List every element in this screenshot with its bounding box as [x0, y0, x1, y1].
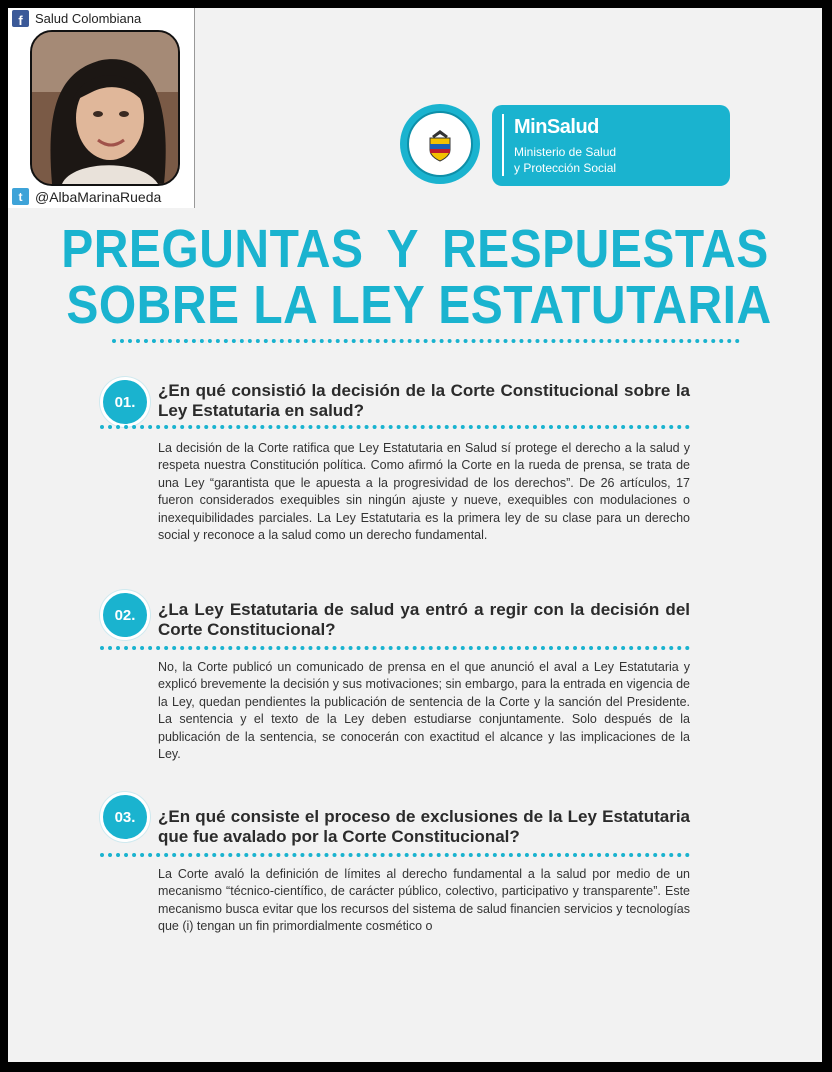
facebook-label: Salud Colombiana — [35, 11, 142, 26]
answer-paragraph: La Corte avaló la definición de límites al derecho fundamental a la salud por medio de un mecanismo “técnico-científico, de carácter público, colectivo, participativo y transparente”. Este mecanismo busca evitar que los recursos del sistema de salud financien servicios y tecnologías que (i) tengan un fin primordialmente cosmético o — [158, 867, 690, 934]
social-card — [8, 8, 195, 208]
facebook-icon: f — [12, 10, 29, 27]
twitter-handle: @AlbaMarinaRueda — [35, 188, 162, 205]
colombia-seal-logo — [400, 104, 480, 184]
avatar — [30, 30, 180, 186]
page-title-line-1: PREGUNTAS Y RESPUESTAS — [61, 219, 769, 280]
coat-of-arms-icon — [407, 111, 473, 177]
question-divider — [100, 853, 690, 857]
question-heading: ¿En qué consiste el proceso de exclusiones de la Ley Estatutaria que fue avalado por la Corte Constitucional? — [158, 807, 690, 846]
question-heading: ¿En qué consistió la decisión de la Corte Constitucional sobre la Ley Estatutaria en salud? — [158, 381, 690, 420]
brand-subtitle-2: y Protección Social — [514, 161, 617, 175]
twitter-icon: t — [12, 188, 29, 205]
brand-name: MinSalud — [514, 116, 599, 138]
question-number-badge: 02. — [100, 590, 150, 640]
brand-divider — [502, 114, 504, 176]
question-divider — [100, 646, 690, 650]
document-page — [8, 8, 822, 1062]
facebook-row[interactable] — [12, 10, 141, 27]
answer-paragraph: La decisión de la Corte ratifica que Ley Estatutaria en Salud sí protege el derecho a la salud y respeta nuestra Constitución política. Como afirmó la Corte en la rueda de prensa, se trata de una Ley “garantista que le apuesta a la progresividad de los derechos”. De 26 artículos, 17 fueron considerados exequibles sin ningún ajuste y nueve, exequibles con modulaciones o inexequibilidades parciales. La Ley Estatutaria es la primera ley de su clase para un derecho social y reconoce a la salud como un derecho fundamental. — [158, 441, 690, 543]
minsalud-brand — [492, 105, 730, 186]
page-title-line-2: SOBRE LA LEY ESTATUTARIA — [66, 275, 772, 336]
question-heading: ¿La Ley Estatutaria de salud ya entró a regir con la decisión del Corte Constitucional? — [158, 600, 690, 639]
brand-subtitle-1: Ministerio de Salud — [514, 145, 617, 159]
title-divider — [112, 339, 740, 343]
twitter-row[interactable] — [12, 188, 161, 205]
question-number-badge: 01. — [100, 377, 150, 427]
question-divider — [100, 425, 690, 429]
answer-paragraph: No, la Corte publicó un comunicado de prensa en el que anunció el aval a Ley Estatutaria y explicó brevemente la decisión y sus motivaciones; sin embargo, para la entrada en vigencia de la Ley, quedan pendientes la publicación de sentencia de la Corte y la sanción del Presidente. La sentencia y el texto de la Ley deben estudiarse conjuntamente. Solo después de la publicación de la sentencia, se conocerán con exactitud el alcance y las implicaciones de la Ley. — [158, 660, 690, 762]
question-number-badge: 03. — [100, 792, 150, 842]
